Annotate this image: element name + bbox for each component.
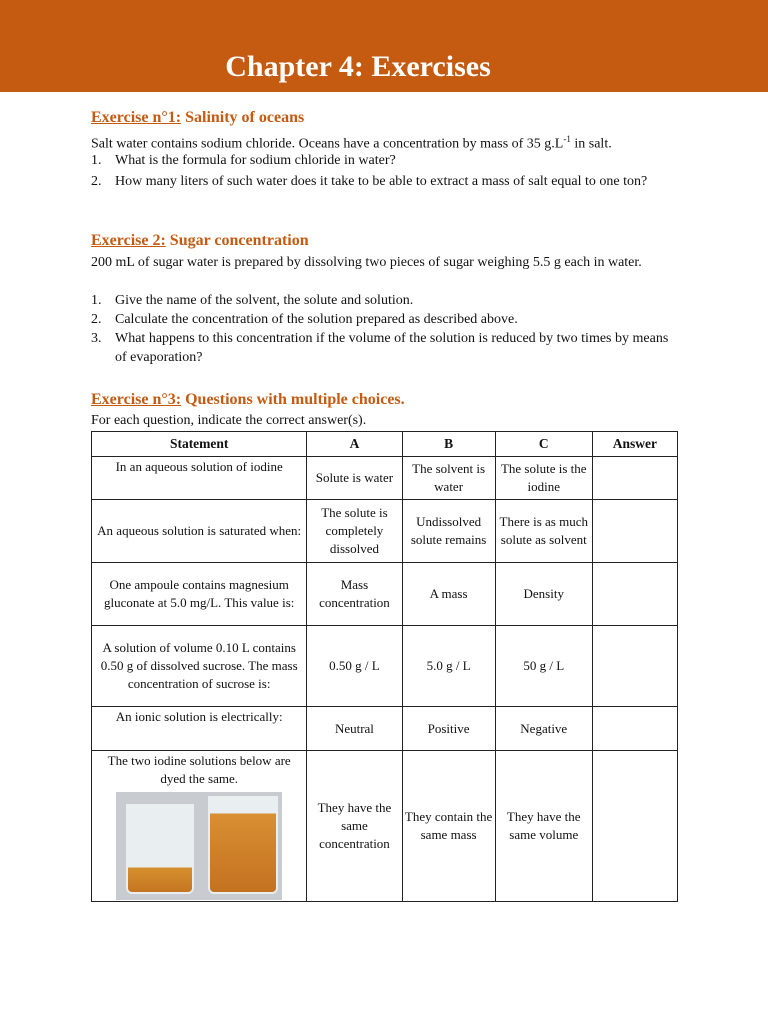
chapter-banner <box>0 0 768 92</box>
question-number: 2. <box>91 174 102 189</box>
multiple-choice-table <box>91 431 678 902</box>
list-item <box>91 329 679 367</box>
question-text: How many liters of such water does it take to be able to extract a mass of salt equal to one ton? <box>115 174 648 189</box>
exercise-3-intro: For each question, indicate the correct answer(s). <box>91 413 367 428</box>
choice-c-cell: Negative <box>495 707 592 751</box>
table-row <box>92 457 678 500</box>
intro-text-end: in salt. <box>570 136 612 152</box>
choice-b-cell: Positive <box>402 707 495 751</box>
table-header-row <box>92 432 678 457</box>
choice-c-cell: They have the same volume <box>495 751 592 902</box>
header-answer: Answer <box>592 432 677 457</box>
question-number: 3. <box>91 331 102 346</box>
answer-cell[interactable] <box>592 626 677 707</box>
table-row <box>92 626 678 707</box>
table-row <box>92 751 678 902</box>
statement-cell: In an aqueous solution of iodine <box>92 457 307 500</box>
choice-b-cell: They contain the same mass <box>402 751 495 902</box>
question-text: Calculate the concentration of the solution prepared as described above. <box>115 312 518 327</box>
choice-c-cell: 50 g / L <box>495 626 592 707</box>
question-text: Give the name of the solvent, the solute and solution. <box>115 293 414 308</box>
choice-a-cell: Neutral <box>307 707 402 751</box>
header-b: B <box>402 432 495 457</box>
choice-b-cell: A mass <box>402 563 495 626</box>
choice-b-cell: The solvent is water <box>402 457 495 500</box>
statement-cell: One ampoule contains magnesium gluconate at 5.0 mg/L. This value is: <box>92 563 307 626</box>
choice-a-cell: The solute is completely dissolved <box>307 500 402 563</box>
answer-cell[interactable] <box>592 707 677 751</box>
table-row <box>92 563 678 626</box>
choice-c-cell: Density <box>495 563 592 626</box>
table-row <box>92 707 678 751</box>
exercise-2-heading: Sugar concentration <box>165 232 309 249</box>
table-row <box>92 500 678 563</box>
exercise-2-intro: 200 mL of sugar water is prepared by dissolving two pieces of sugar weighing 5.5 g each in water. <box>91 255 642 270</box>
question-number: 1. <box>91 293 102 308</box>
choice-b-cell: Undissolved solute remains <box>402 500 495 563</box>
page-title: Chapter 4: Exercises <box>225 50 491 83</box>
list-item <box>91 172 679 191</box>
statement-cell: A solution of volume 0.10 L contains 0.50 g of dissolved sucrose. The mass concentration of sucrose is: <box>92 626 307 707</box>
list-item <box>91 310 679 329</box>
statement-cell: The two iodine solutions below are dyed the same. <box>107 753 291 786</box>
exercise-1-label: Exercise n°1: <box>91 109 182 126</box>
exercise-1-heading: Salinity of oceans <box>181 109 305 126</box>
exercise-2-title <box>91 232 309 250</box>
choice-c-cell: The solute is the iodine <box>495 457 592 500</box>
answer-cell[interactable] <box>592 457 677 500</box>
exercise-1-title <box>91 109 304 127</box>
choice-b-cell: 5.0 g / L <box>402 626 495 707</box>
exercise-1-questions <box>91 151 679 191</box>
question-text: What is the formula for sodium chloride in water? <box>115 153 396 168</box>
list-item <box>91 291 679 310</box>
exercise-2-label: Exercise 2: <box>91 232 166 249</box>
statement-cell: An ionic solution is electrically: <box>92 707 307 751</box>
choice-a-cell: Solute is water <box>307 457 402 500</box>
statement-cell-with-image <box>92 751 307 902</box>
exercise-3-title <box>91 391 405 409</box>
choice-a-cell: They have the same concentration <box>307 751 402 902</box>
beaker-icon <box>126 804 194 894</box>
exercise-3-heading: Questions with multiple choices. <box>181 391 405 408</box>
question-text: What happens to this concentration if the volume of the solution is reduced by two times by means of evaporation? <box>115 331 669 365</box>
list-item <box>91 151 679 170</box>
choice-a-cell: 0.50 g / L <box>307 626 402 707</box>
answer-cell[interactable] <box>592 500 677 563</box>
choice-c-cell: There is as much solute as solvent <box>495 500 592 563</box>
intro-text: Salt water contains sodium chloride. Oceans have a concentration by mass of 35 g.L <box>91 136 564 152</box>
exercise-3-label: Exercise n°3: <box>91 391 182 408</box>
header-statement: Statement <box>92 432 307 457</box>
exercise-2-questions <box>91 291 679 367</box>
iodine-beakers-photo <box>116 792 282 900</box>
intro-superscript: -1 <box>563 134 571 144</box>
choice-a-cell: Mass concentration <box>307 563 402 626</box>
beaker-icon <box>208 796 278 894</box>
answer-cell[interactable] <box>592 563 677 626</box>
statement-cell: An aqueous solution is saturated when: <box>92 500 307 563</box>
question-number: 2. <box>91 312 102 327</box>
question-number: 1. <box>91 153 102 168</box>
answer-cell[interactable] <box>592 751 677 902</box>
header-c: C <box>495 432 592 457</box>
header-a: A <box>307 432 402 457</box>
